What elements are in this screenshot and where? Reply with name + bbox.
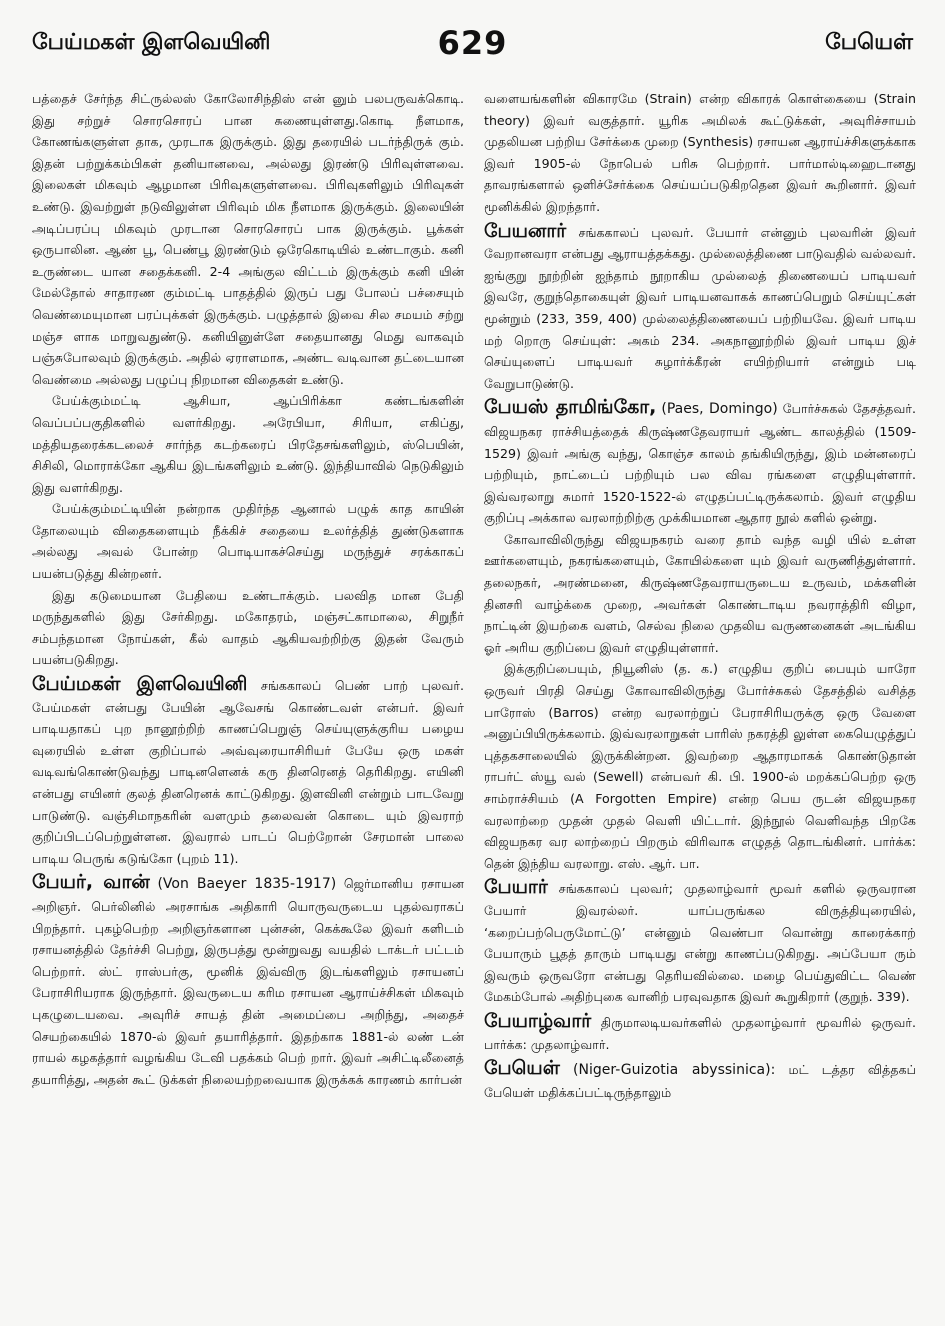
- entry-headword: பேயர், வான்: [32, 871, 150, 894]
- entry-paragraph: [484, 220, 916, 395]
- entry-body-text: திருமாலடியவர்களில் முதலாழ்வார் மூவரில் ஒருவர். பார்க்க: முதலாழ்வார்.: [484, 1014, 916, 1052]
- body-paragraph: கோவாவிலிருந்து விஜயநகரம் வரை தாம் வந்த வழி யில் உள்ள ஊர்களையும், நகரங்களையும், கோயில்களை யும் இவர் வருணித்துள்ளார். தலைநகர், அரண்மனை, கிருஷ்ணதேவராயருடைய உருவம், மக்களின் தினசரி வாழ்க்கை முறை, அவர்கள் கொண்டாடிய நவராத்திரி விழா, நாட்டின் இயற்கை வளம், செல்வ நிலை முதலிய வருணனைகள் அடங்கிய ஓர் அரிய குறிப்பை இவர் எழுதியுள்ளார்.: [484, 531, 916, 655]
- right-column: [484, 88, 916, 1313]
- entry-headword: பேயாழ்வார்: [484, 1009, 592, 1032]
- entry-paragraph: [484, 1057, 916, 1103]
- entry-headword: பேயனார்: [484, 219, 567, 242]
- running-head-right: பேயெள்: [825, 30, 913, 55]
- entry-body-text: சங்ககாலப் பெண் பாற் புலவர். பேய்மகள் என்பது பேயின் ஆவேசங் கொண்டவள் என்பர். இவர் பாடியதாகப் புற நானூற்றிற் காணப்பெறுஞ் செய்யுளுக்குரிய பழைய வுரையில் உள்ள குறிப்பால் அவ்வுரையாசிரியர் பேயே ஒரு மகள் வடிவங்கொண்டுவந்து பாடினளெனக் கரு தினரெனத் தெரிகிறது. எயினி என்பது எயினர் குலத் தினரெனக் காட்டுகிறது. இளவினி என்றும் பாடவேறு பாடுண்டு. வஞ்சிமாநகரின் வளமும் தலைவன் கொடை யும் இவராற் குறிப்பிடப்பெற்றுள்ளன. இவரால் பாடப் பெற்றோன் சேரமான் பாலை பாடிய பெருங் கடுங்கோ (புறம் 11).: [32, 678, 464, 866]
- page-header: [32, 24, 913, 70]
- body-paragraph: பேய்க்கும்மட்டியின் நன்றாக முதிர்ந்த ஆனால் பழுக் காத காயின் தோலையும் விதைகளையும் நீக்கிச் சதையை உலர்த்தித் துண்டுகளாக அல்லது அவல் போன்ற பொடியாகச்செய்து மருந்துச் சரக்காகப் பயன்படுத்து கின்றனர்.: [32, 501, 464, 582]
- entry-paragraph: [32, 673, 464, 869]
- entry-headword: பேயஸ் தாமிங்கோ,: [484, 396, 657, 419]
- entry-latin-name: (Von Baeyer 1835-1917): [157, 876, 337, 893]
- body-paragraph: பேய்க்கும்மட்டி ஆசியா, ஆப்பிரிக்கா கண்டங்களின் வெப்பப்பகுதிகளில் வளர்கிறது. அரேபியா, சிரியா, எகிப்து, மத்தியதரைக்கடலைச் சார்ந்த கடற்கரைப் பிரதேசங்களிலும், ஸ்பெயின், சிசிலி, மொராக்கோ ஆகிய இடங்களிலும் உண்டு. இந்தியாவில் நெடுகிலும் இது வளர்கிறது.: [32, 393, 464, 495]
- body-paragraph: இது கடுமையான பேதியை உண்டாக்கும். பலவித மான பேதி மருந்துகளில் இது சேர்கிறது. மகோதரம், மஞ்சட்காமாலை, சிறுநீர் சம்பந்தமான நோய்கள், கீல் வாதம் ஆகியவற்றிற்கு இதன் வேரும் பயன்படுகிறது.: [32, 587, 464, 668]
- running-head-left: பேய்மகள் இளவெயினி: [32, 30, 271, 55]
- entry-body-text: மட் டத்தர வித்தகப் பேயெள் மதிக்கப்பட்டிருந்தாலும்: [484, 1062, 916, 1100]
- entry-headword: பேயெள்: [484, 1057, 560, 1080]
- continued-paragraph: வளையங்களின் விகாரமே (Strain) என்ற விகாரக் கொள்கையை (Strain theory) இவர் வகுத்தார். யூரிக அமிலக் கூட்டுக்கள், அவுரிச்சாயம் முதலியன பற்றிய சேர்க்கை முறை (Synthesis) ரசாயன ஆராய்ச்சிகளுக்காக இவர் 1905-ல் நோபெல் பரிசு பெற்றார். பார்மால்டிஹைடானது தாவரங்களால் ஒளிச்சேர்க்கை செய்யப்படுகிறதென இவர் கூறினார். இவர் மூனிக்கில் இறந்தார்.: [484, 91, 916, 214]
- left-column: [32, 88, 464, 1313]
- continued-paragraph: பத்தைச் சேர்ந்த சிட்ருல்லஸ் கோலோசிந்திஸ் என் னும் பலபருவக்கொடி. இது சற்றுச் சொரசொரப் பான சுணையுள்ளது.கொடி நீளமாக, கோணங்களுள்ள தாக, முரடாக இருக்கும். இது தரையில் படர்ந்திருக் கும். இதன் பற்றுக்கம்பிகள் தனியானவை, அல்லது இரண்டு பிரிவுள்ளவை. இலைகள் மிகவும் ஆழமான பிரிவுகளுள்ளவை. பிரிவுகளிலும் பிரிவுகள் உண்டு. இவற்றுள் நடுவிலுள்ள பிரிவும் மிக நீளமாக இருக்கும். இலையின் அடிப்பரப்பு மிகவும் முரடான சொரசொரப் பாக இருக்கும். பூக்கள் ஒருபாலின. ஆண் பூ, பெண்பூ இரண்டும் ஒரேகொடியில் உண்டாகும். கனி உருண்டை யான சதைக்கனி. 2-4 அங்குல விட்டம் இருக்கும் கனி யின் மேல்தோல் சாதாரண கும்மட்டி பாதத்தில் இருப் பது போலப் பச்சையும் வெண்மையுமான பரப்புக்கள் இருக்கும். பழுத்தால் இவை சில சமயம் சற்று மஞ்ச ளாக மாறுவதுண்டு. கனியினுள்ளே சதையானது மெது வாகவும் பஞ்சுபோலவும் இருக்கும். அதில் ஏராளமாக, அண்ட வடிவான தட்டையான வெண்மை அல்லது பழுப்பு நிறமான விதைகள் உண்டு.: [32, 91, 464, 387]
- entry-body-text: போர்ச்சுகல் தேசத்தவர். விஜயநகர ராச்சியத்தைக் கிருஷ்ணதேவராயர் ஆண்ட காலத்தில் (1509-1529) இவர் அங்கு வந்து, கொஞ்ச காலம் தங்கியிருந்து, இம் மன்னரைப் பற்றியும், நாட்டைப் பற்றியும் பல விவ ரங்களை எழுதியுள்ளார். இவ்வரலாறு சுமார் 1520-1522-ல் எழுதப்பட்டிருக்கலாம். இவர் எழுதிய குறிப்பு அக்கால வரலாற்றிற்கு முக்கியமான ஆதார நூல் களில் ஒன்று.: [484, 401, 916, 526]
- entry-body-text: ஜெர்மானிய ரசாயன அறிஞர். பெர்லினில் அரசாங்க அதிகாரி யொருவருடைய புதல்வராகப் பிறந்தார். புகழ்பெற்ற அறிஞர்களான புன்சன், கெக்கூலே இவர் களிடம் ரசாயனத்தில் தேர்ச்சி பெற்று, இருபத்து மூன்றுவது வயதில் டாக்டர் பட்டம் பெற்றார். ஸ்ட் ராஸ்பர்கு, மூனிக் இவ்விரு இடங்களிலும் ரசாயனப் பேராசிரியராக இருந்தார். இவருடைய கரிம ரசாயன ஆராய்ச்சிகள் மிகவும் புகழுடையவை. அவுரிச் சாயத் தின் அமைப்பை அறிந்து, அதைச் செயற்கையில் 1870-ல் இவர் தயாரித்தார். இதற்காக 1881-ல் லண் டன் ராயல் கழகத்தார் வழங்கிய டேவி பதக்கம் பெற் றார். இவர் அசிட்டிலீனைத் தயாரித்து, அதன் கூட் டுக்கள் நிலையற்றவையாக இருக்கக் காரணம் கார்பன்: [32, 876, 464, 1087]
- entry-paragraph: [484, 1010, 916, 1055]
- entry-paragraph: [32, 871, 464, 1090]
- entry-paragraph: [484, 876, 916, 1008]
- entry-latin-name: (Niger-Guizotia abyssinica):: [573, 1062, 776, 1079]
- page-number: 629: [437, 24, 508, 62]
- entry-paragraph: [484, 396, 916, 529]
- entry-latin-name: (Paes, Domingo): [661, 401, 778, 418]
- body-paragraph: இக்குறிப்பையும், நியூனிஸ் (த. க.) எழுதிய குறிப் பையும் யாரோ ஒருவர் பிரதி செய்து கோவாவிலிருந்து போர்ச்சுகல் தேசத்தில் வசித்த பாரோஸ் (Barros) என்ற வரலாற்றுப் பேராசிரியருக்கு ஒரு வேளை அனுப்பியிருக்கலாம். இவ்வரலாறுகள் பாரிஸ் நகரத்தி லுள்ள கையெழுத்துப் புத்தகசாலையில் இருக்கின்றன. இவற்றை ஆதாரமாகக் கொண்டுதான் ராபர்ட் ஸ்யூ வல் (Sewell) என்பவர் கி. பி. 1900-ல் மறக்கப்பெற்ற ஒரு சாம்ராச்சியம் (A Forgotten Empire) என்ற பெய ருடன் விஜயநகர வரலாற்றை முதன் முதல் வெளி யிட்டார். இந்நூல் வெளிவந்த பிறகே விஜயநகர வர லாற்றைப் பிறரும் விரிவாக எழுதத் தொடங்கினர். பார்க்க: தென் இந்திய வரலாறு. எஸ். ஆர். பா.: [484, 661, 916, 871]
- entry-headword: பேய்மகள் இளவெயினி: [32, 673, 248, 696]
- entry-body-text: சங்ககாலப் புலவர். பேயார் என்னும் புலவரின் இவர் வேறானவரா என்பது ஆராயத்தக்கது. முல்லைத்திணை பாடுவதில் வல்லவர். ஐங்குறு நூற்றின் ஐந்தாம் நூறாகிய முல்லைத் திணையைப் பாடியவர் இவரே, குறுந்தொகையுள் இவர் பாடியனவாகக் காணப்பெறும் செய்யுட்கள் மூன்றும் (233, 359, 400) முல்லைத்திணையைப் பற்றியவே. இவர் பாடிய மற் றொரு செய்யுள்: அகம் 234. அகநானூற்றில் இவர் பாடிய இச் செய்யுளைப் பாடியவர் சுழார்க்கீரன் எயிற்றியார் என்றும் படி வேறுபாடுண்டு.: [484, 224, 916, 391]
- entry-headword: பேயார்: [484, 876, 548, 899]
- entry-body-text: சங்ககாலப் புலவர்; முதலாழ்வார் மூவர் களில் ஒருவரான பேயார் இவரல்லர். யாப்பருங்கல விருத்தியுரையில், ‘கறைப்பற்பெருமோட்டு’ என்னும் வெண்பா வொன்று காரைக்காற் பேயாரும் பூதத் தாரும் பாடியது என்று காணப்படுகிறது. அப்பேயா ரும் இவரும் ஒருவரோ என்பது தெரியவில்லை. மழை பெய்துவிட்ட வெண் மேகம்போல் அதிற்புகை வானிற் பரவுவதாக இவர் கூறுகிறார் (குறுந். 339).: [484, 881, 916, 1005]
